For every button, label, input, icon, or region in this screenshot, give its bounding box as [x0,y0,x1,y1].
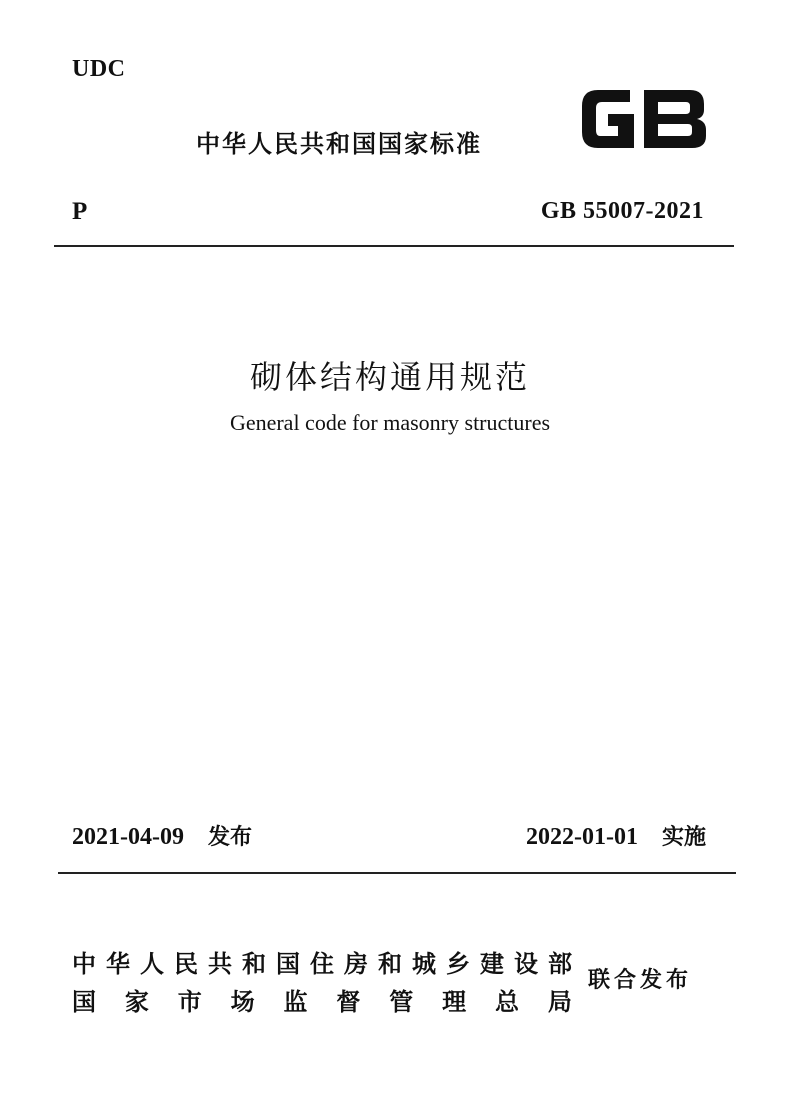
publisher-ministry: 中华人民共和国住房和城乡建设部 [72,950,582,978]
publisher-char: 督 [336,988,361,1016]
implement-date-block [526,820,706,851]
publisher-char: 市 [177,988,202,1016]
standard-code: GB 55007-2021 [540,198,704,224]
publisher-char: 国 [72,988,96,1016]
publisher-char: 家 [124,988,149,1016]
publisher-char: 管 [389,988,414,1016]
implement-date: 2022-01-01 [526,824,638,850]
title-english: General code for masonry structures [229,410,551,435]
top-divider [54,245,734,247]
udc-label: UDC [72,56,126,82]
publisher-administration [72,982,572,1017]
publisher-char: 理 [442,988,467,1016]
publisher-char: 总 [495,988,519,1016]
issue-date: 2021-04-09 [72,824,184,850]
issue-date-block [72,820,252,851]
publisher-char: 场 [230,988,255,1016]
bottom-divider [58,872,736,874]
publisher-char: 局 [547,988,572,1016]
joint-publish-label: 联合发布 [588,968,693,993]
implement-label: 实施 [661,825,706,850]
category-letter: P [72,198,88,225]
standard-name: 中华人民共和国国家标准 [196,130,482,158]
gb-logo [578,84,710,154]
issue-label: 发布 [207,825,252,850]
publisher-char: 监 [283,988,308,1016]
title-chinese: 砌体结构通用规范 [249,358,530,396]
